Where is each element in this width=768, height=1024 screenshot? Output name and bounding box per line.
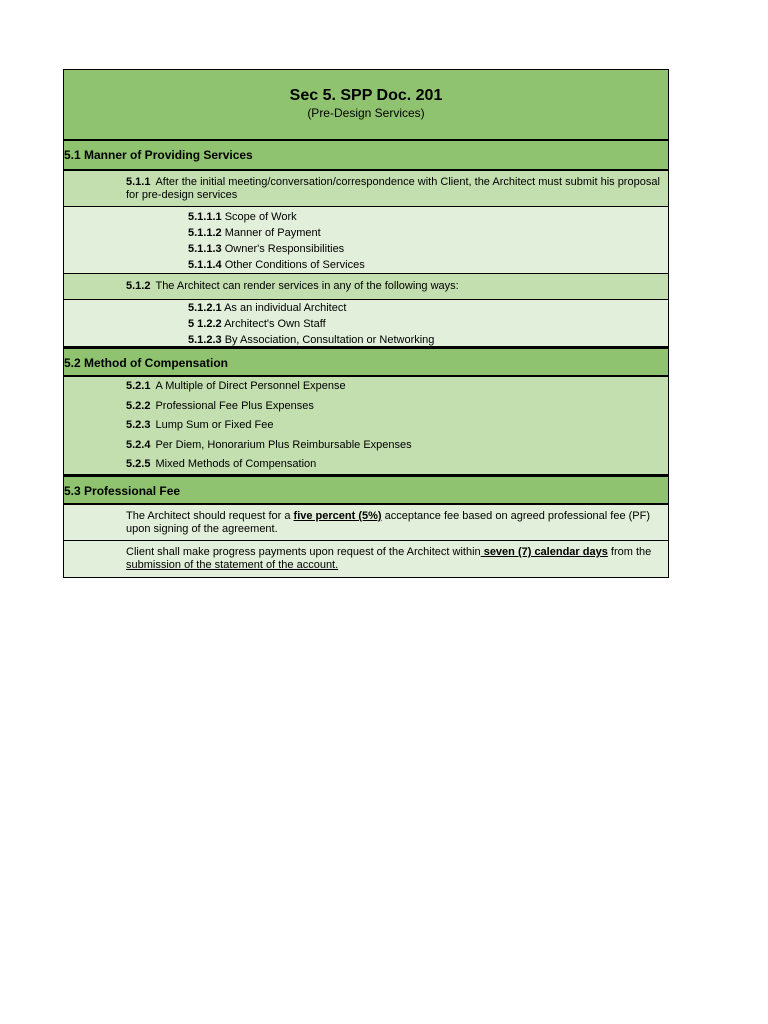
list-item: 5.1.1.3 Owner's Responsibilities xyxy=(188,243,345,255)
list-item: 5.1.2.1 As an individual Architect xyxy=(188,302,347,314)
document-title: Sec 5. SPP Doc. 201 xyxy=(289,87,443,104)
item-5-1-2 xyxy=(64,274,668,300)
item-number: 5.1.2 xyxy=(126,280,151,292)
professional-fee-para-1: The Architect should request for a five percent (5%) acceptance fee based on agreed professional fee (PF) upon signing of the agreement. xyxy=(64,505,668,541)
acceptance-fee-percent: five percent (5%) xyxy=(293,510,382,522)
section-5-2-title: 5.2 Method of Compensation xyxy=(64,356,229,370)
section-5-1-title: 5.1 Manner of Providing Services xyxy=(64,148,253,162)
list-item: 5.1.1.2 Manner of Payment xyxy=(188,227,321,239)
statement-submission: submission of the statement of the account. xyxy=(126,559,339,571)
document-subtitle: (Pre-Design Services) xyxy=(307,106,425,120)
list-item: 5.2.2 Professional Fee Plus Expenses xyxy=(126,399,314,412)
sub-items-5-1-2 xyxy=(64,300,668,347)
document-header xyxy=(64,70,668,141)
list-item: 5.1.1.1 Scope of Work xyxy=(188,211,297,223)
section-5-2-items xyxy=(64,377,668,475)
list-item: 5.2.4 Per Diem, Honorarium Plus Reimbursable Expenses xyxy=(126,438,412,451)
item-number: 5.1.1 xyxy=(126,176,151,188)
spp-doc-sheet xyxy=(63,69,669,578)
section-5-3-title: 5.3 Professional Fee xyxy=(64,484,181,498)
professional-fee-para-2: Client shall make progress payments upon request of the Architect within seven (7) calendar days from the submission of the statement of the account. xyxy=(64,541,668,577)
list-item: 5 1.2.2 Architect's Own Staff xyxy=(188,318,326,330)
list-item: 5.2.5 Mixed Methods of Compensation xyxy=(126,458,317,470)
list-item: 5.1.2.3 By Association, Consultation or Networking xyxy=(188,334,435,346)
item-5-1-1 xyxy=(64,171,668,207)
section-5-1-header xyxy=(64,141,668,171)
section-5-3-header xyxy=(64,475,668,505)
payment-deadline: seven (7) calendar days xyxy=(480,546,608,558)
section-5-2-header xyxy=(64,347,668,377)
sub-items-5-1-1 xyxy=(64,207,668,274)
list-item: 5.2.1 A Multiple of Direct Personnel Expense xyxy=(126,380,346,392)
item-text: The Architect can render services in any of the following ways: xyxy=(155,280,459,292)
list-item: 5.2.3 Lump Sum or Fixed Fee xyxy=(126,419,274,431)
item-text: After the initial meeting/conversation/correspondence with Client, the Architect must submit his proposal for pre-design services xyxy=(126,176,660,201)
list-item: 5.1.1.4 Other Conditions of Services xyxy=(188,259,365,271)
